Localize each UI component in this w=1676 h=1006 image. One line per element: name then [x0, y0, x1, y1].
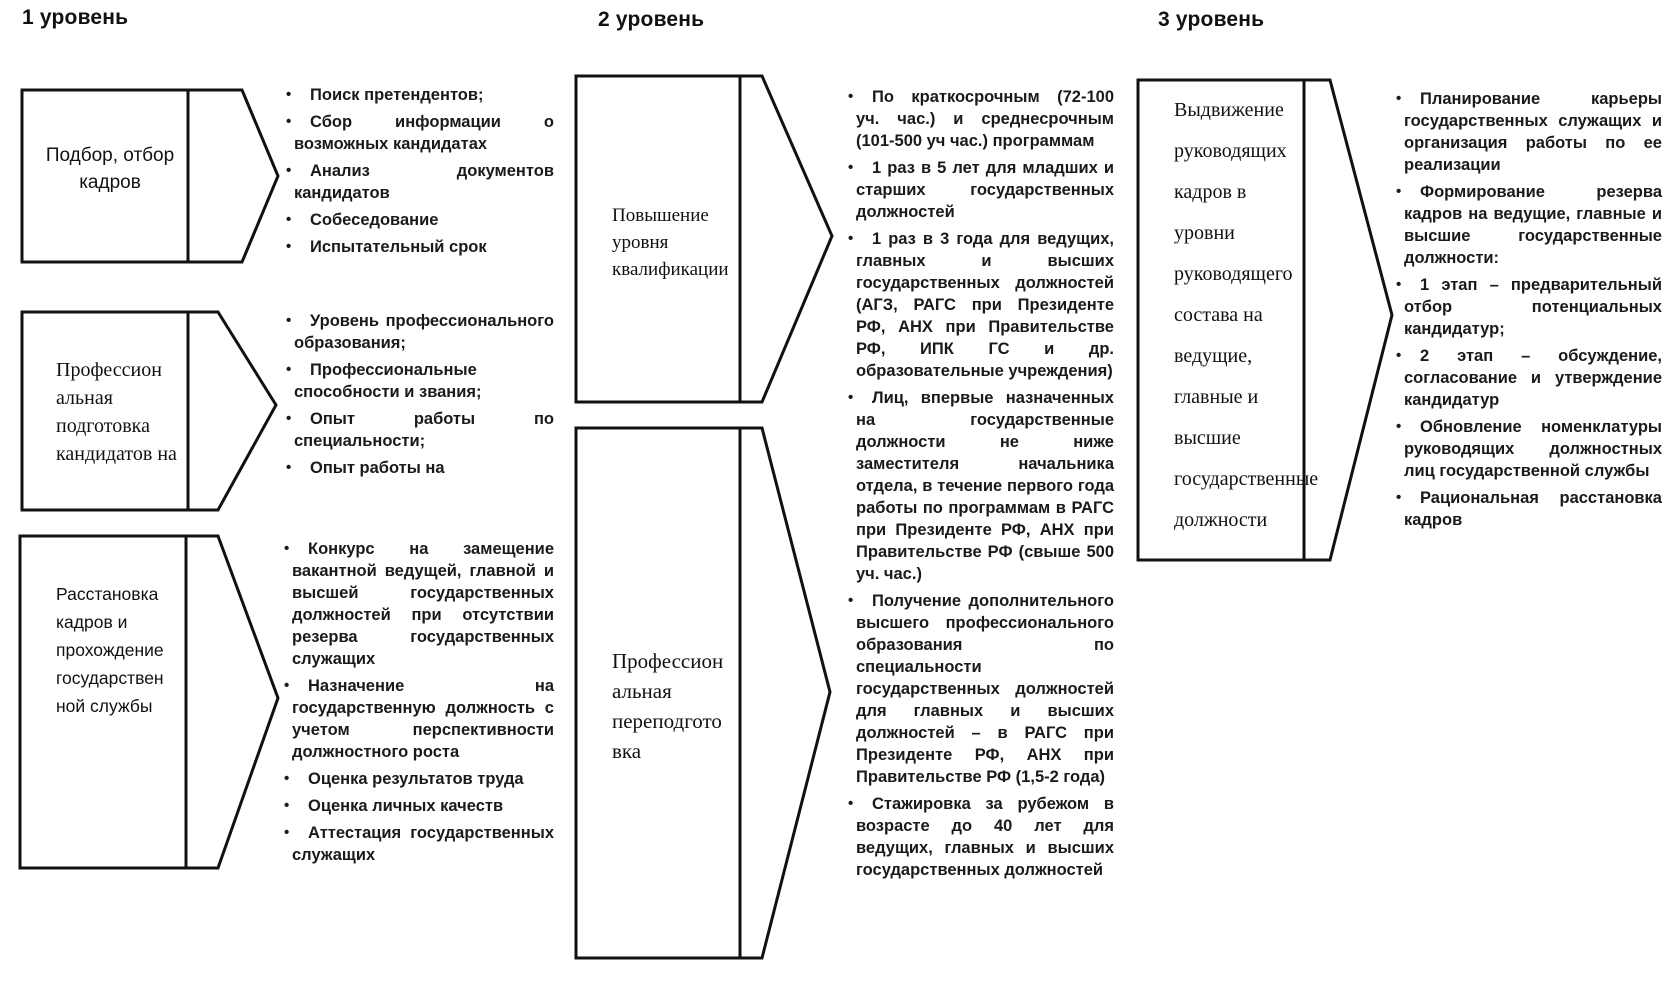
box-label-placement: Расстановка кадров и прохождение государствен ной службы — [56, 584, 164, 716]
box-label-selection: Подбор, отбор кадров — [45, 145, 175, 193]
list-item: • Опыт работы по специальности; — [294, 408, 554, 452]
list-item: • Сбор информации о возможных кандидатах — [294, 111, 554, 155]
list-item: • Лиц, впервые назначенных на государственные должности не ниже заместителя начальника отдела, в течение первого года работы по программам в РАГС при Президенте РФ, АНХ при Правительстве РФ (свыше 500 уч. час.) — [856, 387, 1114, 585]
list-item: • Назначение на государственную должность с учетом перспективности должностного роста — [292, 675, 554, 763]
box-label-retraining: Профессион альная переподгото вка — [612, 649, 724, 763]
list-item: • Аттестация государственных служащих — [292, 822, 554, 866]
box-label-promotion: Выдвижение руководящих кадров в уровни руководящего состава на ведущие, главные и высшие государственные должности — [1174, 99, 1319, 531]
list-item: • 1 раз в 3 года для ведущих, главных и высших государственных должностей (АГЗ, РАГС при Президенте РФ, АНХ при Правительстве РФ, ИПК ГС и др. образовательные учреждения) — [856, 228, 1114, 382]
list-item: • 2 этап – обсуждение, согласование и утверждение кандидатур — [1404, 345, 1662, 411]
box-label-training: Профессион альная подготовка кандидатов на — [56, 359, 177, 465]
level-1-title: 1 уровень — [22, 6, 129, 29]
list-item: • Испытательный срок — [294, 236, 554, 258]
list-item: • Анализ документов кандидатов — [294, 160, 554, 204]
list-item: • Конкурс на замещение вакантной ведущей, главной и высшей государственных должностей при отсутствии резерва государственных служащих — [292, 538, 554, 670]
level-2-title: 2 уровень — [598, 8, 705, 31]
level-3-title: 3 уровень — [1158, 8, 1265, 31]
list-item: • Профессиональные способности и звания; — [294, 359, 554, 403]
placement-list — [292, 538, 554, 871]
selection-list — [294, 84, 554, 263]
list-item: • Формирование резерва кадров на ведущие, главные и высшие государственные должности: — [1404, 181, 1662, 269]
list-item: • Получение дополнительного высшего профессионального образования по специальности государственных должностей для главных и высших должностей – в РАГС при Президенте РФ, АНХ при Правительстве РФ (1,5-2 года) — [856, 590, 1114, 788]
box-label-qualification: Повышение уровня квалификации — [612, 205, 729, 280]
list-item: • По краткосрочным (72-100 уч. час.) и среднесрочным (101-500 уч час.) программам — [856, 86, 1114, 152]
promotion-list — [1404, 88, 1662, 536]
list-item: • Рациональная расстановка кадров — [1404, 487, 1662, 531]
list-item: • Собеседование — [294, 209, 554, 231]
list-item: • Оценка результатов труда — [292, 768, 554, 790]
list-item: • 1 раз в 5 лет для младших и старших государственных должностей — [856, 157, 1114, 223]
list-item: • Оценка личных качеств — [292, 795, 554, 817]
list-item: • Планирование карьеры государственных служащих и организация работы по ее реализации — [1404, 88, 1662, 176]
list-item: • Уровень профессионального образования; — [294, 310, 554, 354]
list-item: • Стажировка за рубежом в возрасте до 40 лет для ведущих, главных и высших государственных должностей — [856, 793, 1114, 881]
training-list — [294, 310, 554, 484]
list-item: • Опыт работы на — [294, 457, 554, 479]
list-item: • 1 этап – предварительный отбор потенциальных кандидатур; — [1404, 274, 1662, 340]
qualification-list — [856, 86, 1114, 886]
list-item: • Поиск претендентов; — [294, 84, 554, 106]
list-item: • Обновление номенклатуры руководящих должностных лиц государственной службы — [1404, 416, 1662, 482]
